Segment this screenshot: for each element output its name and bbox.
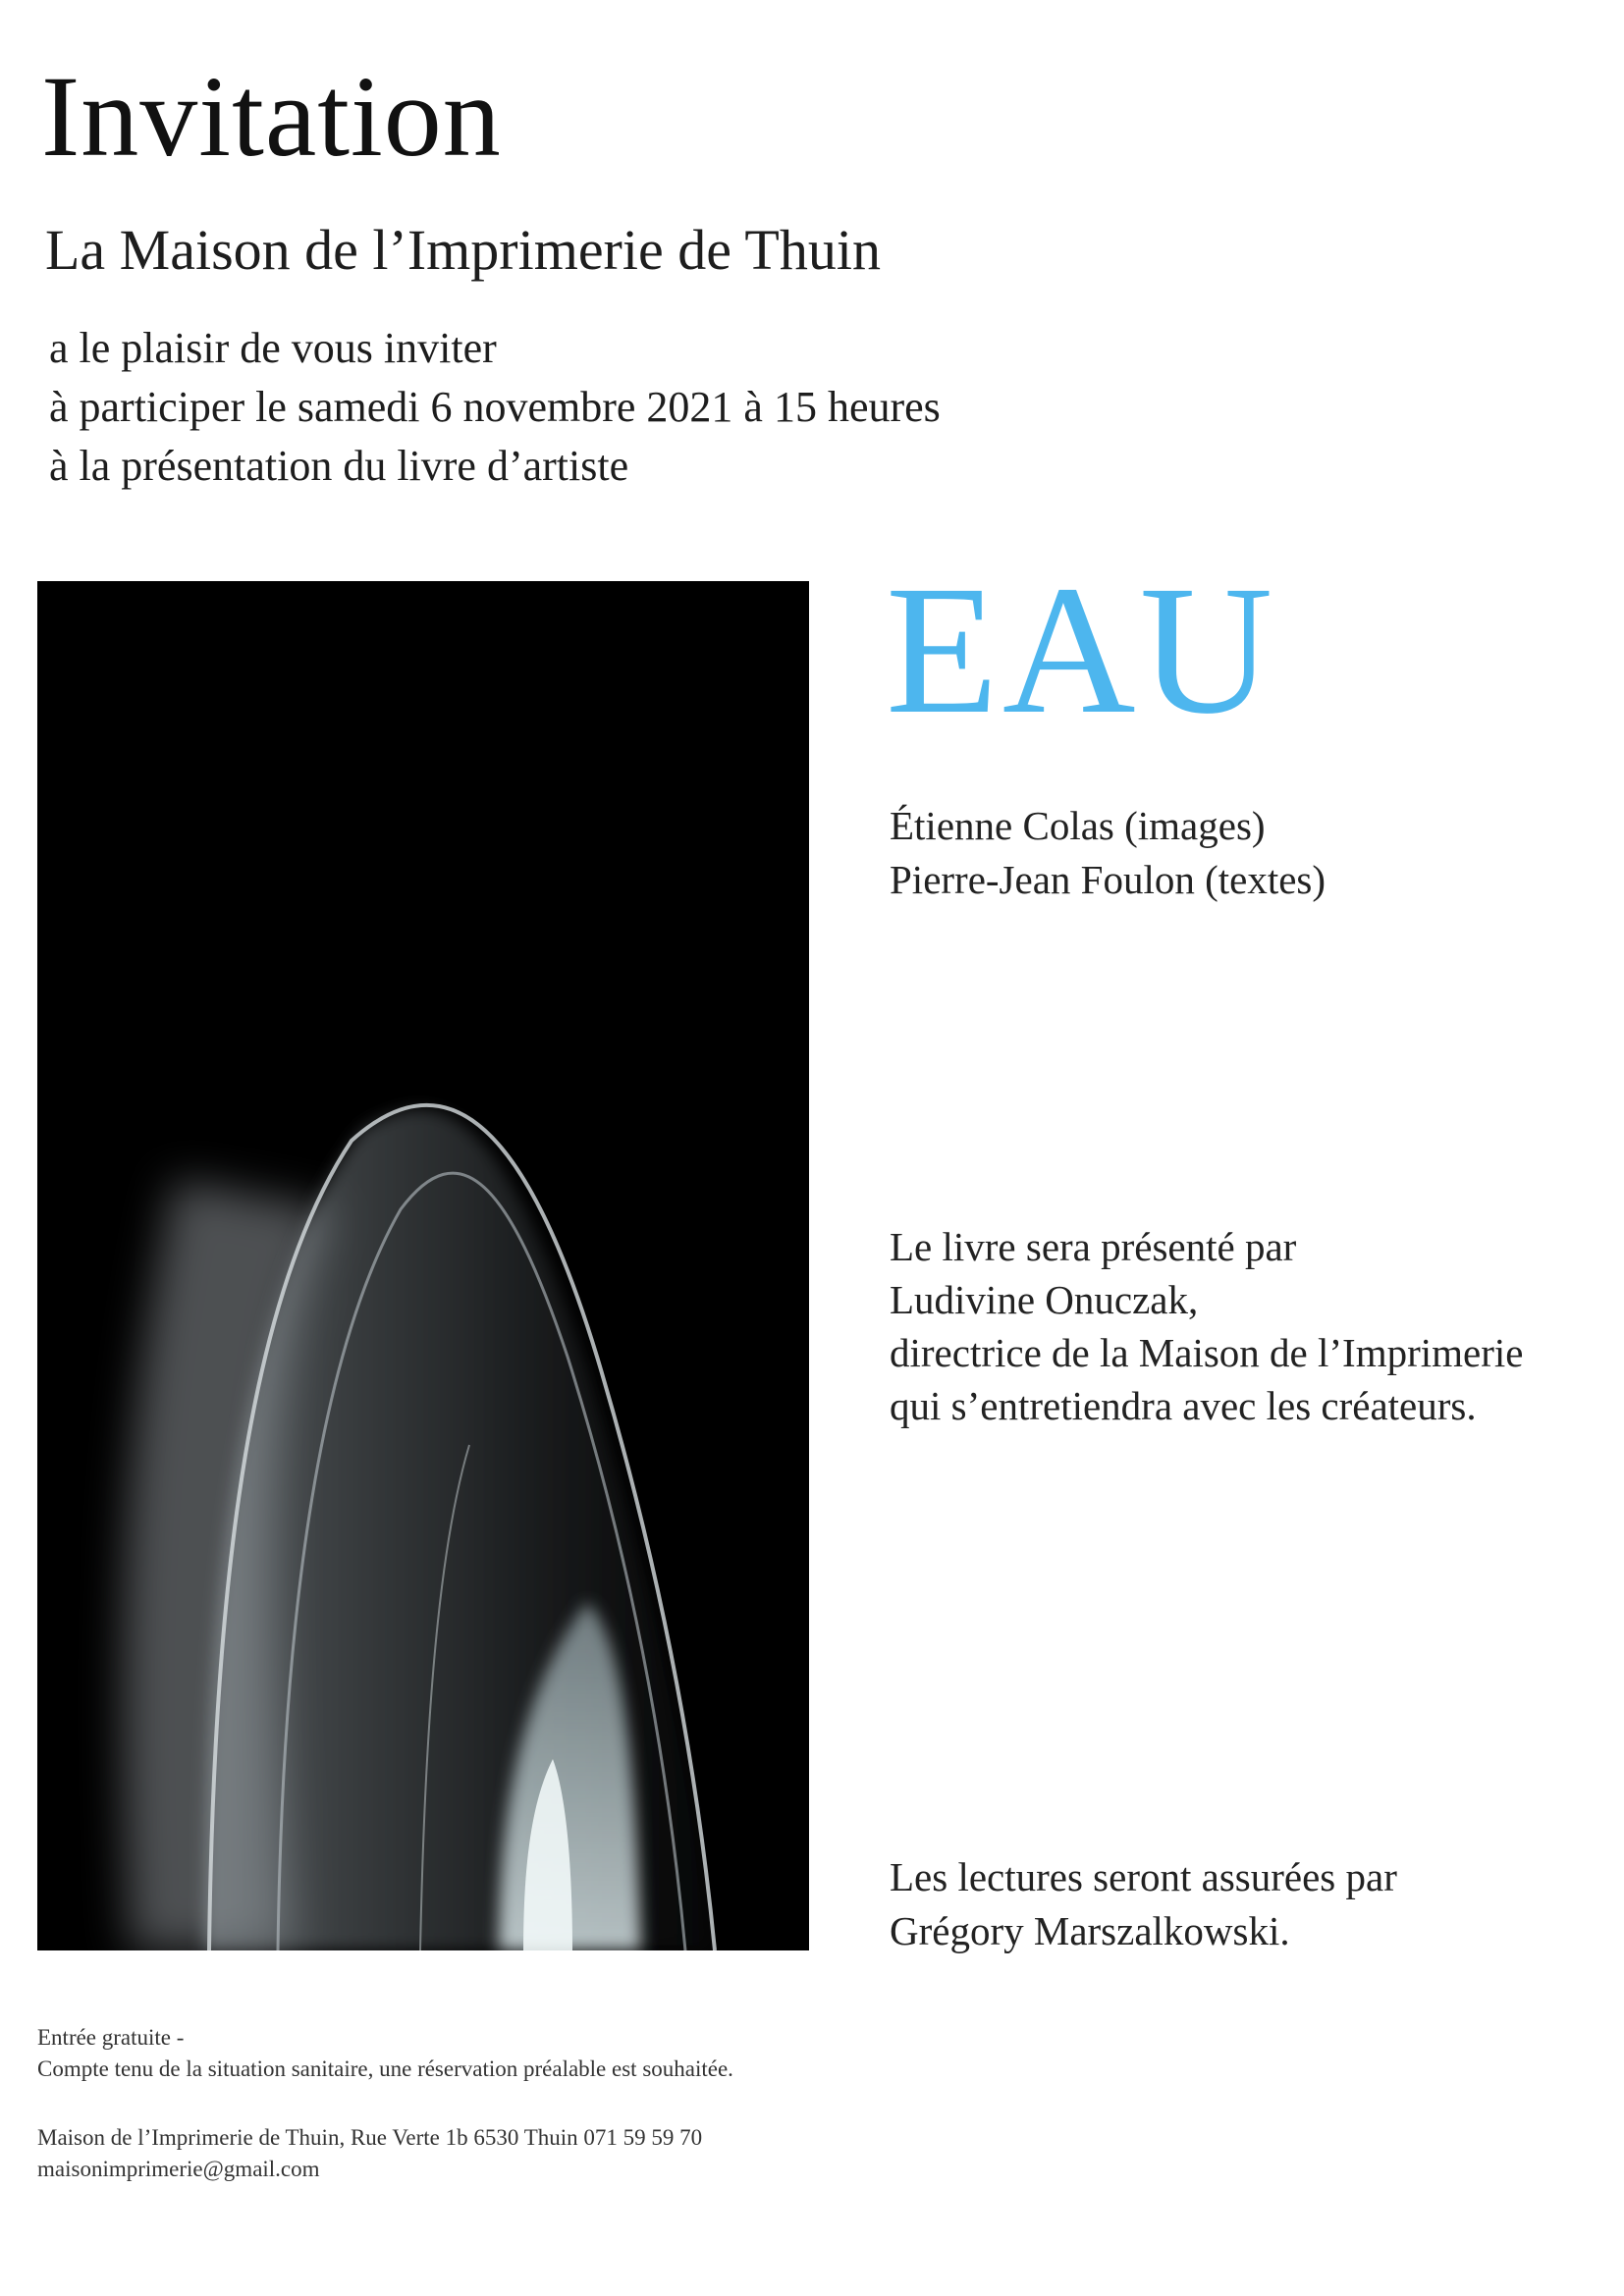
credit-line: Étienne Colas (images) xyxy=(890,803,1266,848)
presentation-line: directrice de la Maison de l’Imprimerie xyxy=(890,1330,1524,1375)
entry-note: Entrée gratuite - xyxy=(37,2025,185,2050)
organizer-name: La Maison de l’Imprimerie de Thuin xyxy=(45,218,881,282)
invitation-title: Invitation xyxy=(41,52,502,181)
presentation-line: qui s’entretiendra avec les créateurs. xyxy=(890,1383,1477,1428)
presentation-line: Ludivine Onuczak, xyxy=(890,1277,1199,1322)
readings-line: Les lectures seront assurées par xyxy=(890,1854,1397,1899)
intro-line: à la présentation du livre d’artiste xyxy=(49,442,629,490)
artwork-photo xyxy=(37,581,809,1950)
email-address[interactable]: maisonimprimerie@gmail.com xyxy=(37,2157,320,2181)
invitation-intro xyxy=(49,319,941,496)
book-credits xyxy=(890,799,1326,907)
footer-info xyxy=(37,2022,733,2185)
address: Maison de l’Imprimerie de Thuin, Rue Verte 1b 6530 Thuin 071 59 59 70 xyxy=(37,2125,703,2150)
credit-line: Pierre-Jean Foulon (textes) xyxy=(890,857,1326,902)
intro-line: a le plaisir de vous inviter xyxy=(49,324,497,372)
presentation-info xyxy=(890,1220,1523,1432)
readings-line: Grégory Marszalkowski. xyxy=(890,1908,1290,1953)
water-arc-artwork xyxy=(37,581,809,1950)
book-title: EAU xyxy=(886,547,1277,752)
sanitary-note: Compte tenu de la situation sanitaire, une réservation préalable est souhaitée. xyxy=(37,2056,733,2081)
readings-info xyxy=(890,1850,1397,1958)
presentation-line: Le livre sera présenté par xyxy=(890,1224,1297,1269)
intro-line: à participer le samedi 6 novembre 2021 à 15 heures xyxy=(49,383,941,431)
